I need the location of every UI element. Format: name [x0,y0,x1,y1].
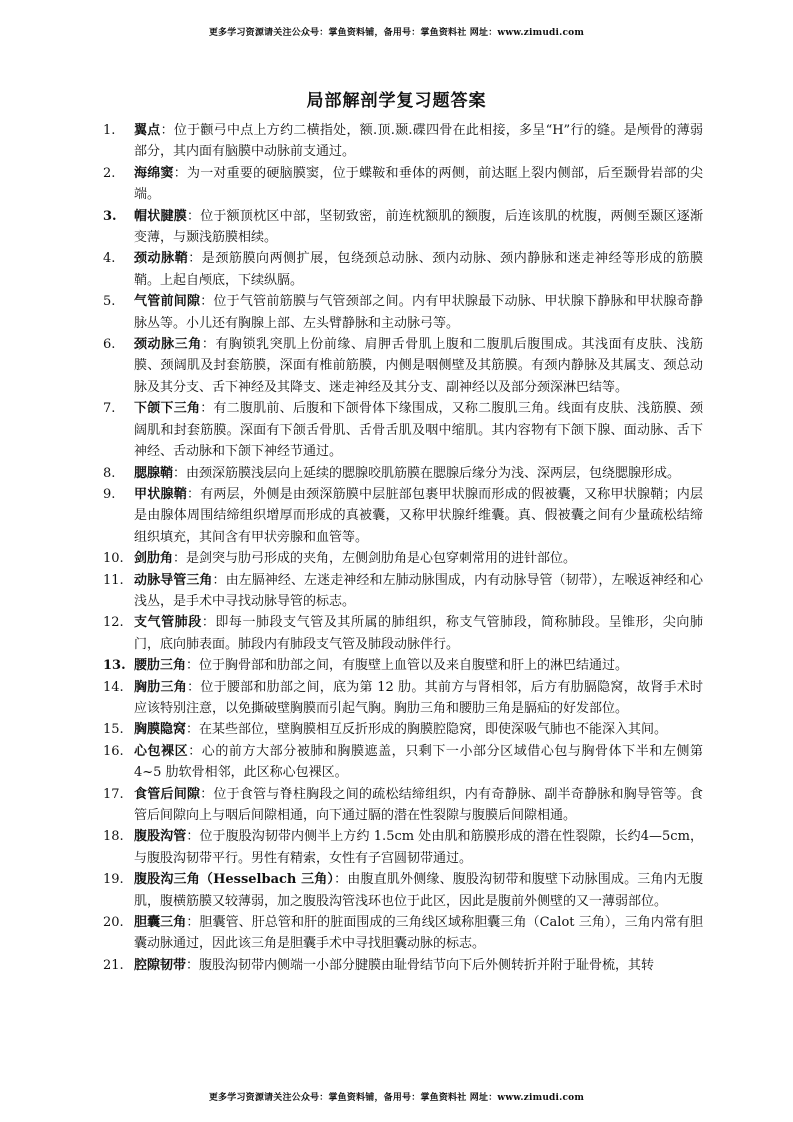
list-item [103,548,703,569]
list-item [103,741,703,784]
item-number: 20. [103,915,124,931]
item-term: 海绵窦 [134,165,174,181]
item-term: 心包裸区 [134,743,189,759]
item-number: 18. [103,829,124,845]
item-term: 胸肋三角 [134,679,188,695]
item-definition: ：是颈筋膜向两侧扩展，包绕颈总动脉、颈内动脉、颈内静脉和迷走神经等形成的筋膜鞘。上起自颅底，下续纵膈。 [134,251,703,288]
item-definition: ：是剑突与肋弓形成的夹角，左侧剑肋角是心包穿刺常用的进针部位。 [173,551,577,567]
item-term: 腹股沟三角（Hesselbach 三角） [134,872,335,888]
item-number: 4. [103,251,116,267]
item-term: 翼点 [134,123,161,138]
item-number: 6. [103,337,116,353]
item-term: 腰肋三角 [134,658,187,674]
item-term: 下颌下三角 [134,401,201,417]
document-title: 局部解剖学复习题答案 [306,91,487,111]
list-item [103,120,703,163]
list-item [103,955,703,976]
item-number: 5. [103,294,116,310]
item-number: 9. [103,486,116,502]
item-definition: ：位于腰部和肋部之间，底为第 12 肋。其前方与肾相邻，后方有肋膈隐窝，故肾手术时应该特别注意，以免撕破壁胸膜而引起气胸。胸肋三角和腰肋三角是膈疝的好发部位。 [134,679,703,716]
item-number: 10. [103,551,124,567]
list-item [103,484,703,548]
item-term: 支气管肺段 [134,615,202,631]
item-number: 12. [103,615,124,631]
item-number: 15. [103,722,124,738]
item-definition: ：由腹直肌外侧缘、腹股沟韧带和腹壁下动脉围成。三角内无腹肌，腹横筋膜又较薄弱，加之腹股沟管浅环也位于此区，因此是腹前外侧壁的又一薄弱部位。 [134,872,703,909]
item-term: 食管后间隙 [134,786,201,802]
item-definition: ：位于气管前筋膜与气管颈部之间。内有甲状腺最下动脉、甲状腺下静脉和甲状腺奇静脉丛等。小儿还有胸腺上部、左头臂静脉和主动脉弓等。 [134,294,703,331]
list-item [103,826,703,869]
item-definition: ：由左膈神经、左迷走神经和左肺动脉围成，内有动脉导管（韧带），左喉返神经和心浅丛，是手术中寻找动脉导管的标志。 [134,572,703,609]
list-item [103,912,703,955]
item-term: 胆囊三角 [134,915,187,931]
list-item [103,719,703,740]
item-definition: ：腹股沟韧带内侧端一小部分腱膜由耻骨结节向下后外侧转折并附于耻骨梳，其转 [186,957,655,973]
item-term: 甲状腺鞘 [134,486,187,502]
item-term: 胸膜隐窝 [134,722,187,738]
item-number: 3. [103,208,117,224]
list-item [103,784,703,827]
item-term: 腮腺鞘 [134,465,174,481]
list-item [103,398,703,462]
item-definition: ：在某些部位，壁胸膜相互反折形成的胸膜腔隐窝，即使深吸气肺也不能深入其间。 [186,722,668,738]
item-definition: ：胆囊管、肝总管和肝的脏面围成的三角线区域称胆囊三角（Calot 三角），三角内常有胆囊动脉通过，因此该三角是胆囊手术中寻找胆囊动脉的标志。 [134,915,703,952]
answer-list [103,120,703,976]
item-number: 21. [103,957,124,973]
item-definition: ：由颈深筋膜浅层向上延续的腮腺咬肌筋膜在腮腺后缘分为浅、深两层，包绕腮腺形成。 [173,465,681,481]
item-term: 帽状腱膜 [134,208,187,224]
list-item [103,570,703,613]
list-item [103,163,703,206]
item-definition: ：有胸锁乳突肌上份前缘、肩胛舌骨肌上腹和二腹肌后腹围成。其浅面有皮肤、浅筋膜、颈阔肌及封套筋膜，深面有椎前筋膜，内侧是咽侧壁及其筋膜。有颈内静脉及其属支、颈总动脉及其分支、舌下神经及其降支、迷走神经及其分支、副神经以及部分颈深淋巴结等。 [134,337,703,395]
item-number: 1. [103,123,116,138]
item-term: 气管前间隙 [134,294,201,310]
item-term: 颈动脉鞘 [134,251,189,267]
item-definition: ：位于额顶枕区中部，坚韧致密，前连枕额肌的额腹，后连该肌的枕腹，两侧至颞区逐渐变薄，与颞浅筋膜相续。 [134,208,703,246]
list-item [103,612,703,655]
page-header: 更多学习资源请关注公众号：掌鱼资料铺，备用号：掌鱼资料社 网址：www.zimudi.com [208,28,585,38]
list-item [103,677,703,720]
item-number: 2. [103,165,116,181]
list-item [103,291,703,334]
item-definition: ：有二腹肌前、后腹和下颌骨体下缘围成，又称二腹肌三角。线面有皮肤、浅筋膜、颈阔肌和封套筋膜。深面有下颌舌骨肌、舌骨舌肌及咽中缩肌。其内容物有下颌下腺、面动脉、舌下神经、舌动脉和下颌下神经节通过。 [134,401,703,460]
item-term: 腹股沟管 [134,829,187,845]
item-definition: ：位于颧弓中点上方约二横指处，额.顶.颞.碟四骨在此相接，多呈“H”行的缝。是颅骨的薄弱部分，其内面有脑膜中动脉前支通过。 [134,123,703,160]
page-footer: 更多学习资源请关注公众号：掌鱼资料铺，备用号：掌鱼资料社 网址：www.zimudi.com [208,1093,585,1103]
item-term: 剑肋角 [134,551,174,567]
item-definition: ：有两层，外侧是由颈深筋膜中层脏部包裹甲状腺而形成的假被囊，又称甲状腺鞘；内层是由腺体周围结缔组织增厚而形成的真被囊，又称甲状腺纤维囊。真、假被囊之间有少量疏松结缔组织填充，其间含有甲状旁腺和血管等。 [134,486,703,545]
list-item [103,334,703,398]
item-number: 8. [103,465,116,481]
item-number: 16. [103,743,124,759]
item-definition: ：位于胸骨部和肋部之间，有腹壁上血管以及来自腹壁和肝上的淋巴结通过。 [186,658,629,674]
item-number: 19. [103,872,124,888]
item-definition: ：为一对重要的硬脑膜窦，位于蝶鞍和垂体的两侧，前达眶上裂内侧部，后至颞骨岩部的尖端。 [134,165,703,203]
list-item [103,248,703,291]
item-term: 腔隙韧带 [134,957,187,973]
item-number: 11. [103,572,124,588]
list-item [103,206,703,249]
item-number: 7. [103,401,116,417]
item-definition: ：位于腹股沟韧带内侧半上方约 1.5cm 处由肌和筋膜形成的潜在性裂隙，长约4—5cm，与腹股沟韧带平行。男性有精索，女性有子宫圆韧带通过。 [134,829,703,866]
list-item [103,869,703,912]
item-term: 颈动脉三角 [134,337,202,353]
list-item [103,463,703,484]
item-definition: ：即每一肺段支气管及其所属的肺组织，称支气管肺段，简称肺段。呈锥形，尖向肺门，底向肺表面。肺段内有肺段支气管及肺段动脉伴行。 [134,615,703,652]
item-number: 17. [103,786,124,802]
item-term: 动脉导管三角 [134,572,213,588]
item-definition: ：位于食管与脊柱胸段之间的疏松结缔组织，内有奇静脉、副半奇静脉和胸导管等。食管后间隙向上与咽后间隙相通，向下通过膈的潜在性裂隙与腹膜后间隙相通。 [134,786,703,823]
item-definition: ：心的前方大部分被肺和胸膜遮盖，只剩下一小部分区域借心包与胸骨体下半和左侧第 4~5 肋软骨相邻，此区称心包裸区。 [134,743,703,781]
list-item [103,655,703,676]
item-number: 13. [103,658,126,674]
item-number: 14. [103,679,124,695]
